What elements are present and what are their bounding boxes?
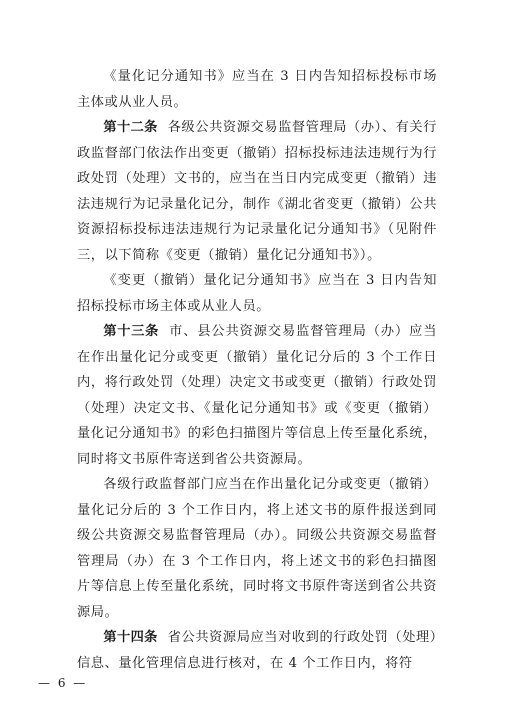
paragraph — [77, 625, 437, 676]
paragraph — [77, 64, 437, 115]
article-heading: 第十四条 — [103, 630, 158, 645]
article-heading: 第十二条 — [103, 120, 158, 135]
page-number: — 6 — — [38, 676, 88, 690]
paragraph — [77, 115, 437, 268]
paragraph — [77, 319, 437, 472]
paragraph-text: 省公共资源局应当对收到的行政处罚（处理）信息、量化管理信息进行核对，在 4 个工作日内，将符 — [77, 630, 437, 671]
paragraph-text: 市、县公共资源交易监督管理局（办）应当在作出量化记分或变更（撤销）量化记分后的 3 个工作日内，将行政处罚（处理）决定文书或变更（撤销）行政处罚（处理）决定文书、《量化记分通知书》或《变更（撤销）量化记分通知书》的彩色扫描图片等信息上传至量化系统，同时将文书原件寄送到省公共资源局。 — [77, 324, 437, 467]
article-heading: 第十三条 — [103, 324, 160, 339]
paragraph-text: 《变更（撤销）量化记分通知书》应当在 3 日内告知招标投标市场主体或从业人员。 — [77, 273, 437, 314]
paragraph-text: 《量化记分通知书》应当在 3 日内告知招标投标市场主体或从业人员。 — [77, 69, 437, 110]
paragraph — [77, 268, 437, 319]
document-body — [77, 64, 437, 676]
paragraph-text: 各级行政监督部门应当在作出量化记分或变更（撤销）量化记分后的 3 个工作日内，将上述文书的原件报送到同级公共资源交易监督管理局（办）。同级公共资源交易监督管理局（办）在 3 个工作日内，将上述文书的彩色扫描图片等信息上传至量化系统，同时将文书原件寄送到省公共资源局。 — [77, 477, 437, 620]
paragraph — [77, 472, 437, 625]
paragraph-text: 各级公共资源交易监督管理局（办）、有关行政监督部门依法作出变更（撤销）招标投标违法违规行为行政处罚（处理）文书的，应当在当日内完成变更（撤销）违法违规行为记录量化记分，制作《湖北省变更（撤销）公共资源招标投标违法违规行为记录量化记分通知书》（见附件三，以下简称《变更（撤销）量化记分通知书》）。 — [77, 120, 437, 263]
